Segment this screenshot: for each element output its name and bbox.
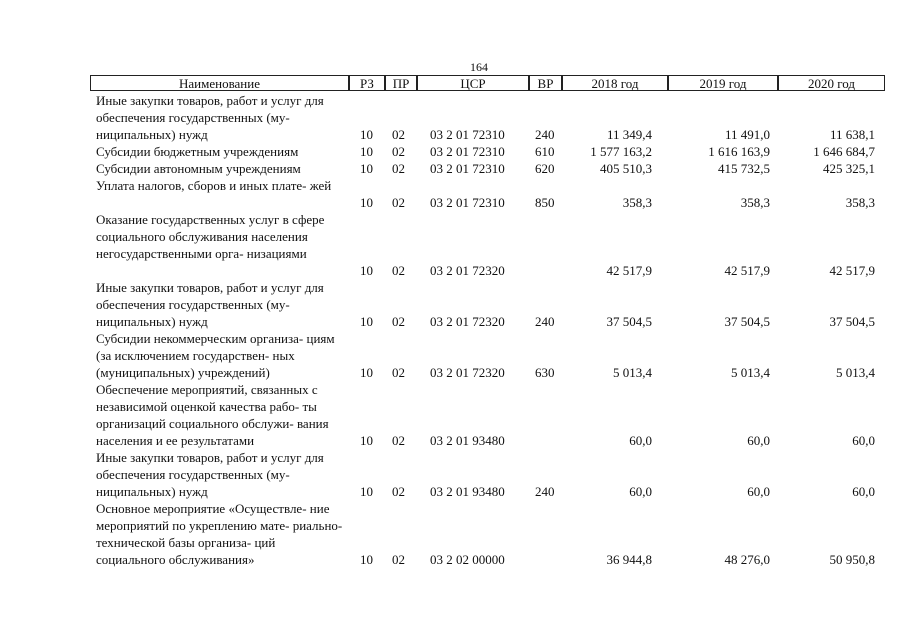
row-pr: 02 xyxy=(392,314,405,329)
row-2019: 11 491,0 xyxy=(724,127,770,142)
row-rz: 10 xyxy=(360,195,373,210)
row-csr: 03 2 01 72310 xyxy=(430,127,505,142)
row-name: Иные закупки товаров, работ и услуг для обеспечения государственных (му- ниципальных) нужд xyxy=(96,280,324,329)
row-vr: 240 xyxy=(535,314,555,329)
row-rz: 10 xyxy=(360,552,373,567)
row-name: Субсидии бюджетным учреждениям xyxy=(96,144,299,159)
table-row xyxy=(0,177,905,211)
table-row xyxy=(0,381,905,449)
row-rz: 10 xyxy=(360,263,373,278)
row-2018: 5 013,4 xyxy=(613,365,652,380)
row-2019: 48 276,0 xyxy=(724,552,770,567)
row-2020: 358,3 xyxy=(845,195,875,210)
row-name: Иные закупки товаров, работ и услуг для обеспечения государственных (му- ниципальных) нужд xyxy=(96,450,324,499)
row-2018: 405 510,3 xyxy=(600,161,652,176)
row-2020: 50 950,8 xyxy=(829,552,875,567)
table-row xyxy=(0,143,905,160)
header-2020: 2020 год xyxy=(778,75,885,91)
row-rz: 10 xyxy=(360,484,373,499)
row-csr: 03 2 01 72320 xyxy=(430,365,505,380)
row-pr: 02 xyxy=(392,484,405,499)
row-2019: 60,0 xyxy=(747,484,770,499)
row-csr: 03 2 01 72310 xyxy=(430,161,505,176)
table-row xyxy=(0,211,905,279)
row-2020: 37 504,5 xyxy=(829,314,875,329)
row-name: Основное мероприятие «Осуществле- ние мероприятий по укреплению мате- риально-технической базы организа- ций социального обслуживания» xyxy=(96,501,343,567)
row-csr: 03 2 02 00000 xyxy=(430,552,505,567)
row-rz: 10 xyxy=(360,314,373,329)
table-row xyxy=(0,500,905,568)
row-2018: 42 517,9 xyxy=(606,263,652,278)
row-2020: 60,0 xyxy=(852,484,875,499)
row-2019: 415 732,5 xyxy=(718,161,770,176)
row-pr: 02 xyxy=(392,433,405,448)
row-rz: 10 xyxy=(360,144,373,159)
row-2020: 11 638,1 xyxy=(829,127,875,142)
row-2018: 11 349,4 xyxy=(606,127,652,142)
row-csr: 03 2 01 93480 xyxy=(430,433,505,448)
row-name: Оказание государственных услуг в сфере социального обслуживания населения негосударственными орга- низациями xyxy=(96,212,325,261)
row-2018: 1 577 163,2 xyxy=(590,144,652,159)
row-vr: 240 xyxy=(535,484,555,499)
row-csr: 03 2 01 93480 xyxy=(430,484,505,499)
row-vr: 630 xyxy=(535,365,555,380)
row-rz: 10 xyxy=(360,365,373,380)
table-row xyxy=(0,92,905,143)
row-vr: 620 xyxy=(535,161,555,176)
row-2018: 60,0 xyxy=(629,484,652,499)
row-2020: 425 325,1 xyxy=(823,161,875,176)
row-pr: 02 xyxy=(392,552,405,567)
row-csr: 03 2 01 72310 xyxy=(430,195,505,210)
row-vr: 850 xyxy=(535,195,555,210)
row-2020: 5 013,4 xyxy=(836,365,875,380)
table-row xyxy=(0,449,905,500)
row-vr: 240 xyxy=(535,127,555,142)
page-number: 164 xyxy=(470,60,488,74)
row-name: Субсидии некоммерческим организа- циям (за исключением государствен- ных (муниципальных) учреждений) xyxy=(96,331,335,380)
row-2020: 60,0 xyxy=(852,433,875,448)
row-pr: 02 xyxy=(392,144,405,159)
row-pr: 02 xyxy=(392,365,405,380)
row-2018: 37 504,5 xyxy=(606,314,652,329)
row-2019: 37 504,5 xyxy=(724,314,770,329)
row-2019: 358,3 xyxy=(740,195,770,210)
table-row xyxy=(0,279,905,330)
row-name: Обеспечение мероприятий, связанных с независимой оценкой качества рабо- ты организаций социального обслужи- вания населения и ее результатами xyxy=(96,382,329,448)
header-2019: 2019 год xyxy=(668,75,778,91)
row-vr: 610 xyxy=(535,144,555,159)
row-csr: 03 2 01 72320 xyxy=(430,314,505,329)
row-2020: 1 646 684,7 xyxy=(813,144,875,159)
row-2019: 60,0 xyxy=(747,433,770,448)
row-pr: 02 xyxy=(392,127,405,142)
table-row xyxy=(0,330,905,381)
header-name: Наименование xyxy=(90,75,349,91)
row-pr: 02 xyxy=(392,263,405,278)
row-pr: 02 xyxy=(392,161,405,176)
header-rz: РЗ xyxy=(349,75,385,91)
row-2019: 42 517,9 xyxy=(724,263,770,278)
row-pr: 02 xyxy=(392,195,405,210)
row-name: Субсидии автономным учреждениям xyxy=(96,161,301,176)
table-row xyxy=(0,160,905,177)
row-2018: 358,3 xyxy=(622,195,652,210)
row-2018: 60,0 xyxy=(629,433,652,448)
row-2019: 1 616 163,9 xyxy=(708,144,770,159)
header-pr: ПР xyxy=(385,75,417,91)
row-name: Уплата налогов, сборов и иных плате- жей xyxy=(96,178,332,193)
row-csr: 03 2 01 72310 xyxy=(430,144,505,159)
header-2018: 2018 год xyxy=(562,75,668,91)
header-vr: ВР xyxy=(529,75,562,91)
row-2018: 36 944,8 xyxy=(606,552,652,567)
row-2020: 42 517,9 xyxy=(829,263,875,278)
row-rz: 10 xyxy=(360,161,373,176)
row-csr: 03 2 01 72320 xyxy=(430,263,505,278)
row-name: Иные закупки товаров, работ и услуг для обеспечения государственных (му- ниципальных) нужд xyxy=(96,93,324,142)
row-rz: 10 xyxy=(360,127,373,142)
header-csr: ЦСР xyxy=(417,75,529,91)
row-rz: 10 xyxy=(360,433,373,448)
row-2019: 5 013,4 xyxy=(731,365,770,380)
